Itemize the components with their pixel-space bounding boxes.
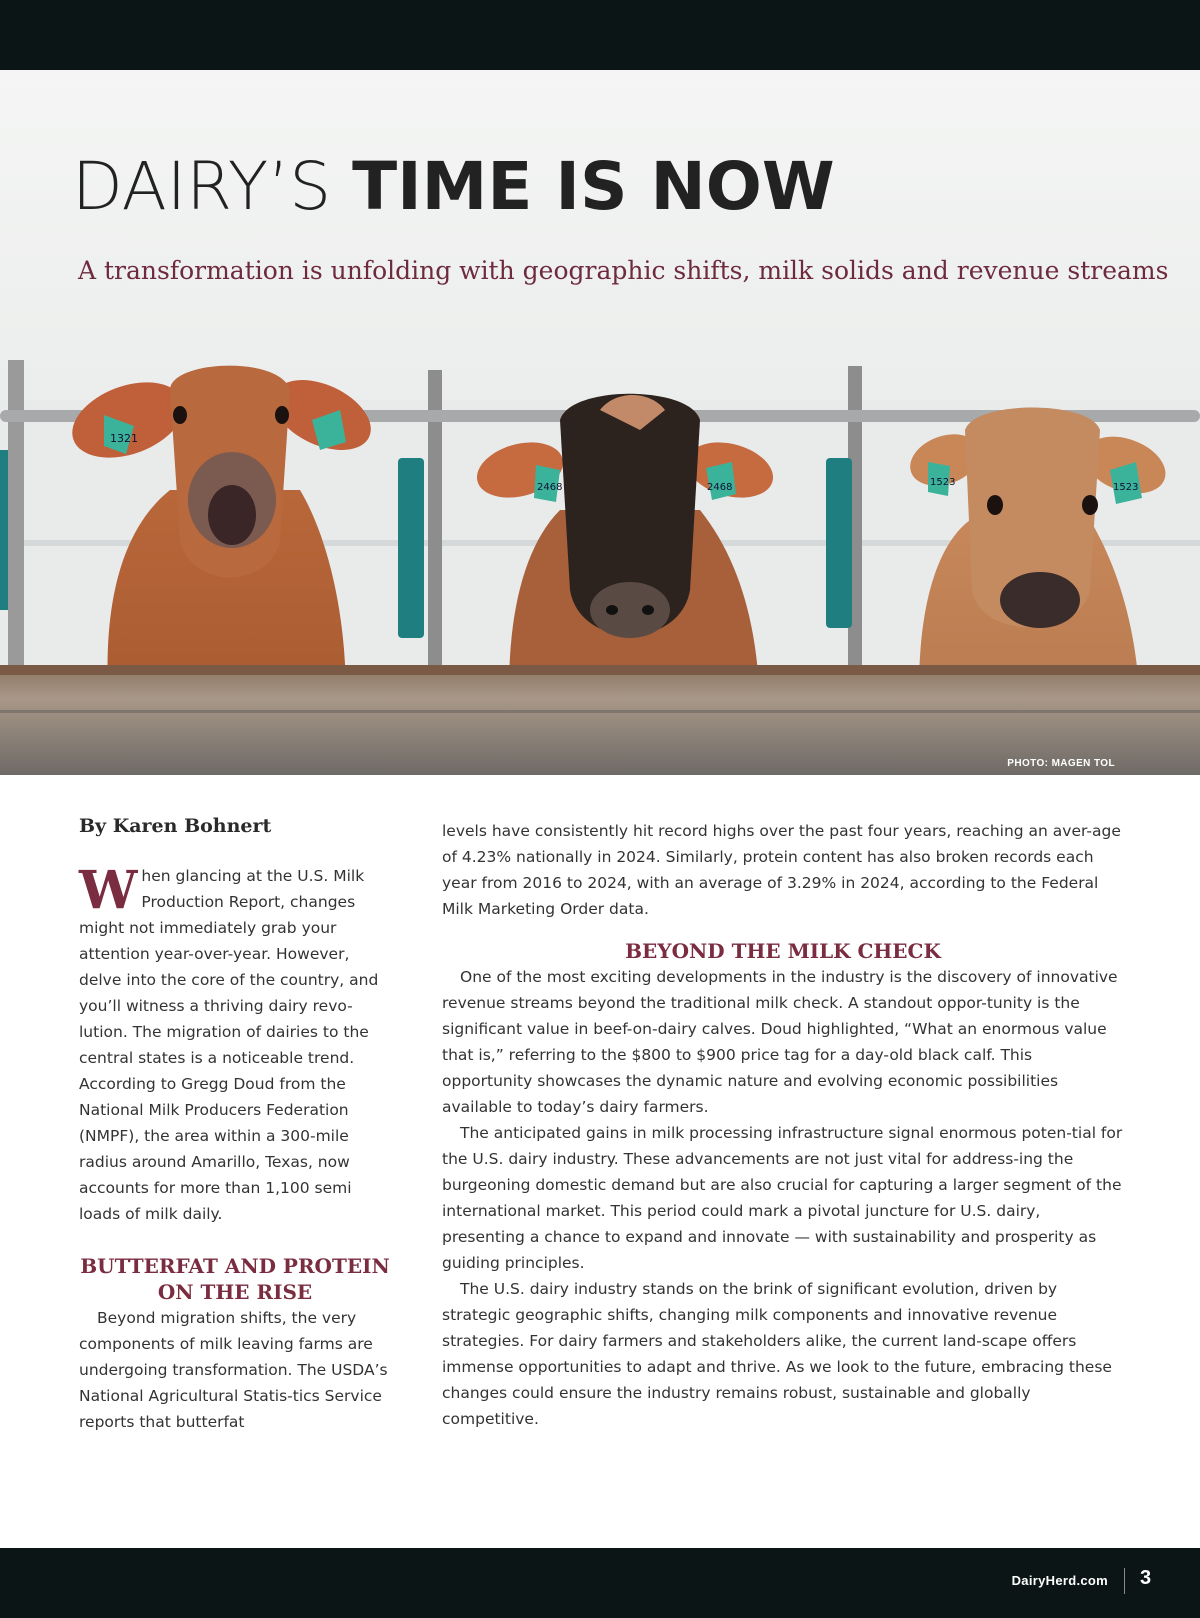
right-column (442, 818, 1124, 1432)
left-column (79, 815, 391, 1435)
title-light: DAIRY’S (72, 148, 332, 225)
section2-paragraph-2: The anticipated gains in milk processing infrastructure signal enormous poten-tial for the U.S. dairy industry. These advancements are not just vital for address-ing the burgeoning domestic demand but are also crucial for capturing a larger segment of the international market. This period could mark a pivotal juncture for U.S. dairy, presenting a chance to expand and innovate — with sustainability and prosperity as guiding principles. (442, 1124, 1123, 1272)
ear-tag-text: 1321 (110, 432, 138, 445)
section-heading-butterfat: BUTTERFAT AND PROTEIN ON THE RISE (80, 1254, 390, 1304)
ear-tag-text: 1523 (930, 477, 956, 488)
page-title (72, 148, 835, 225)
byline: By Karen Bohnert (79, 815, 272, 837)
section-heading-milk-check: BEYOND THE MILK CHECK (625, 939, 941, 963)
footer-divider (1124, 1568, 1125, 1594)
footer-site-link[interactable]: DairyHerd.com (1011, 1573, 1108, 1588)
title-bold: TIME IS NOW (352, 148, 835, 225)
section1-paragraph: Beyond migration shifts, the very components of milk leaving farms are undergoing transformation. The USDA’s National Agricultural Statis-tics Service reports that butterfat (79, 1309, 388, 1431)
footer-bar (0, 1548, 1200, 1618)
continuation-paragraph: levels have consistently hit record highs over the past four years, reaching an aver-age of 4.23% nationally in 2024. Similarly, protein content has also broken records each year from 2016 to 2024, with an average of 3.29% in 2024, according to the Federal Milk Marketing Order data. (442, 822, 1121, 918)
photo-credit: PHOTO: MAGEN TOL (1007, 758, 1115, 769)
page-number: 3 (1140, 1567, 1152, 1589)
drop-cap: W (79, 860, 138, 921)
section2-paragraph-1: One of the most exciting developments in the industry is the discovery of innovative revenue streams beyond the traditional milk check. A standout oppor-tunity is the significant value in beef-on-dairy calves. Doud highlighted, “What an enormous value that is,” referring to the $800 to $900 price tag for a day-old black calf. This opportunity showcases the dynamic nature and evolving economic possibilities available to today’s dairy farmers. (442, 968, 1118, 1116)
hero-photo (0, 70, 1200, 775)
intro-paragraph (79, 860, 391, 1227)
ear-tag-text: 2468 (537, 482, 563, 493)
subtitle: A transformation is unfolding with geographic shifts, milk solids and revenue streams (78, 256, 1169, 285)
section2-paragraph-3: The U.S. dairy industry stands on the brink of significant evolution, driven by strategic geographic shifts, changing milk components and innovative revenue strategies. For dairy farmers and stakeholders alike, the current land-scape offers immense opportunities to adapt and thrive. As we look to the future, embracing these changes could ensure the industry remains robust, sustainable and globally competitive. (442, 1280, 1112, 1428)
intro-text: hen glancing at the U.S. Milk Production Report, changes might not immediately grab your attention year-over-year. However, delve into the core of the country, and you’ll witness a thriving dairy revo-lution. The migration of dairies to the central states is a noticeable trend. According to Gregg Doud from the National Milk Producers Federation (NMPF), the area within a 300-mile radius around Amarillo, Texas, now accounts for more than 1,100 semi loads of milk daily. (79, 867, 379, 1223)
top-bar (0, 0, 1200, 70)
ear-tag-text: 2468 (707, 482, 733, 493)
ear-tag-text: 1523 (1113, 482, 1139, 493)
